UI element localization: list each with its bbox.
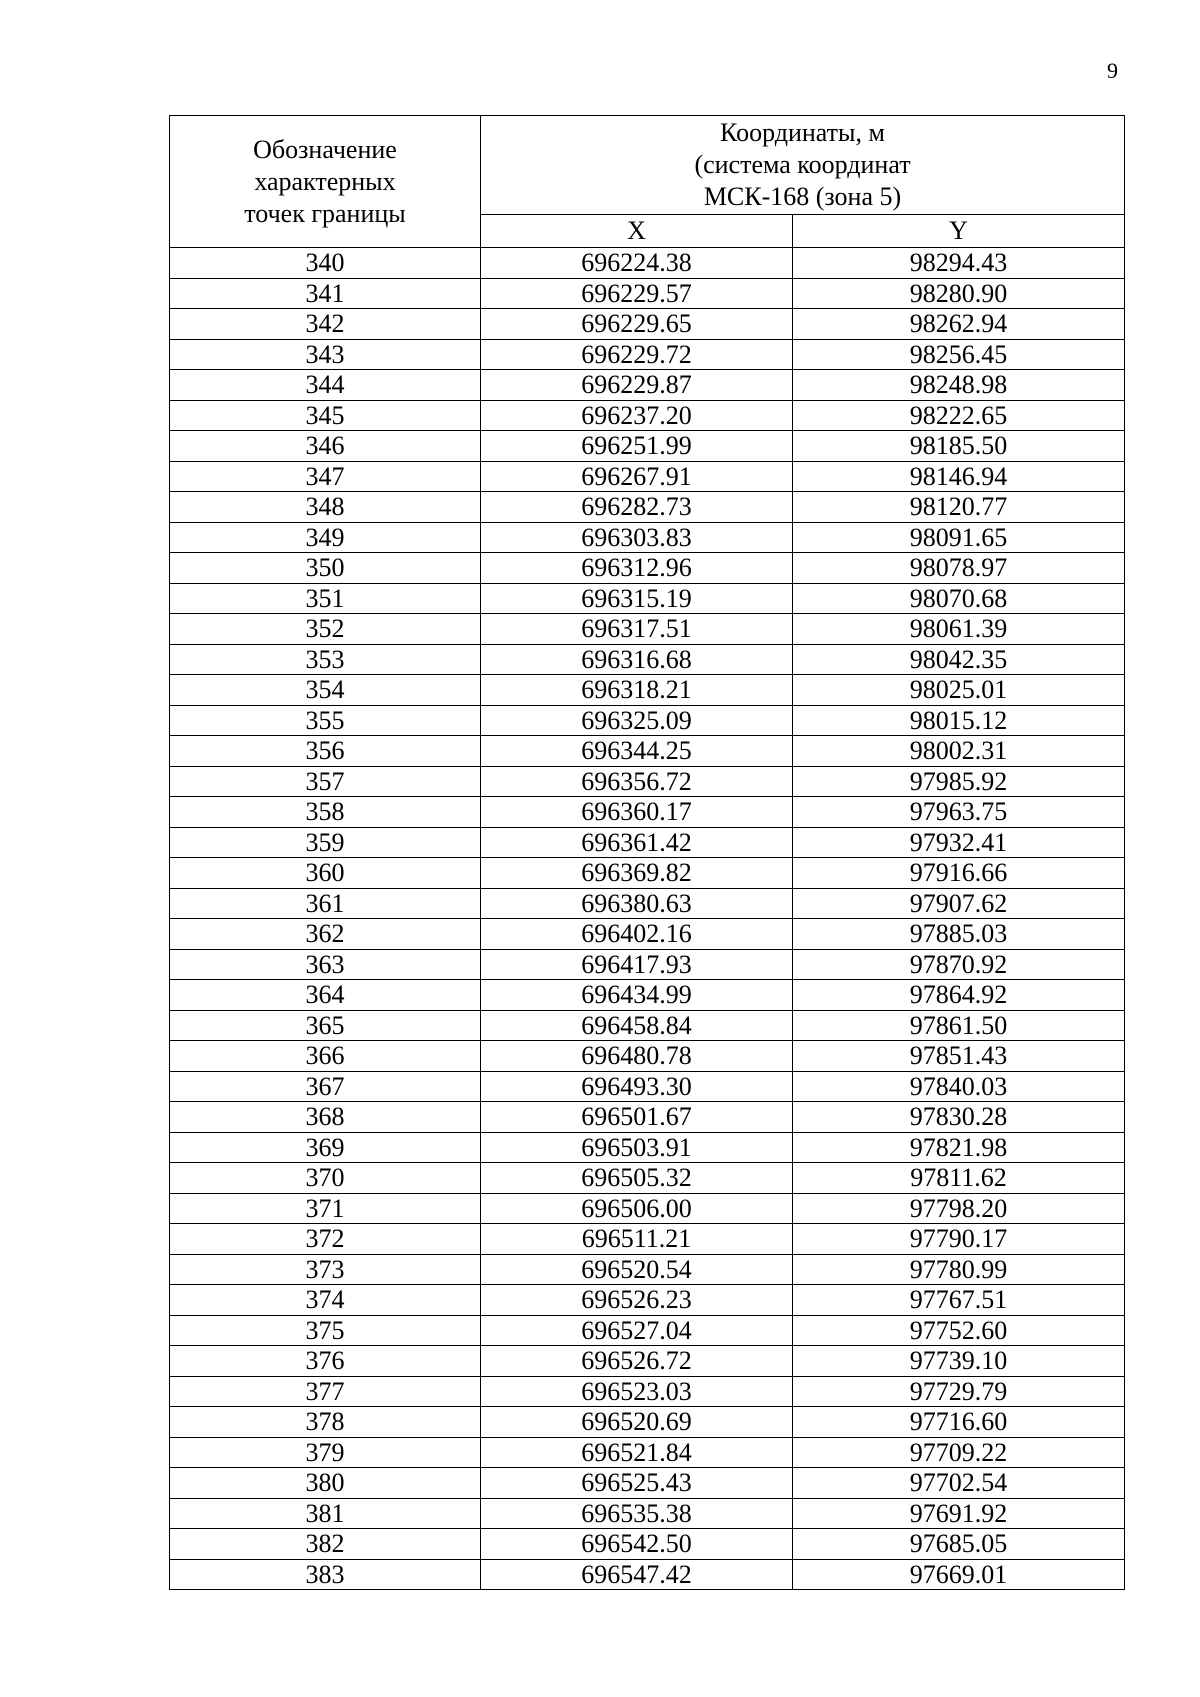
y-coordinate-cell: 97739.10 — [793, 1346, 1125, 1377]
point-number-cell: 367 — [170, 1071, 481, 1102]
x-coordinate-cell: 696356.72 — [481, 766, 793, 797]
table-row — [170, 1346, 1125, 1377]
point-number-cell: 370 — [170, 1163, 481, 1194]
table-row — [170, 1041, 1125, 1072]
x-coordinate-cell: 696434.99 — [481, 980, 793, 1011]
point-number-cell: 379 — [170, 1437, 481, 1468]
table-row — [170, 736, 1125, 767]
point-number-cell: 380 — [170, 1468, 481, 1499]
y-coordinate-cell: 97932.41 — [793, 827, 1125, 858]
y-coordinate-cell: 98015.12 — [793, 705, 1125, 736]
point-number-cell: 347 — [170, 461, 481, 492]
point-number-cell: 359 — [170, 827, 481, 858]
x-coordinate-cell: 696547.42 — [481, 1559, 793, 1590]
point-number-cell: 368 — [170, 1102, 481, 1133]
table-row — [170, 492, 1125, 523]
point-number-cell: 374 — [170, 1285, 481, 1316]
table-row — [170, 919, 1125, 950]
header-point-line: точек границы — [244, 198, 406, 228]
y-coordinate-cell: 97851.43 — [793, 1041, 1125, 1072]
x-coordinate-cell: 696318.21 — [481, 675, 793, 706]
x-coordinate-cell: 696480.78 — [481, 1041, 793, 1072]
point-number-cell: 375 — [170, 1315, 481, 1346]
point-number-cell: 382 — [170, 1529, 481, 1560]
point-number-cell: 343 — [170, 339, 481, 370]
y-coordinate-cell: 97821.98 — [793, 1132, 1125, 1163]
table-row — [170, 949, 1125, 980]
point-number-cell: 365 — [170, 1010, 481, 1041]
table-row — [170, 1529, 1125, 1560]
point-number-cell: 356 — [170, 736, 481, 767]
table-row — [170, 553, 1125, 584]
table-row — [170, 431, 1125, 462]
point-number-cell: 376 — [170, 1346, 481, 1377]
table-row — [170, 583, 1125, 614]
header-point-line: Обозначение — [253, 134, 397, 164]
x-coordinate-cell: 696525.43 — [481, 1468, 793, 1499]
table-row — [170, 614, 1125, 645]
y-coordinate-cell: 97691.92 — [793, 1498, 1125, 1529]
y-coordinate-cell: 97729.79 — [793, 1376, 1125, 1407]
x-coordinate-cell: 696535.38 — [481, 1498, 793, 1529]
x-coordinate-cell: 696417.93 — [481, 949, 793, 980]
x-coordinate-cell: 696369.82 — [481, 858, 793, 889]
y-coordinate-cell: 98025.01 — [793, 675, 1125, 706]
header-coords-line: Координаты, м — [720, 118, 885, 147]
x-coordinate-cell: 696521.84 — [481, 1437, 793, 1468]
y-coordinate-cell: 97864.92 — [793, 980, 1125, 1011]
y-coordinate-cell: 97963.75 — [793, 797, 1125, 828]
x-coordinate-cell: 696361.42 — [481, 827, 793, 858]
table-row — [170, 1102, 1125, 1133]
table-row — [170, 1468, 1125, 1499]
y-coordinate-cell: 97685.05 — [793, 1529, 1125, 1560]
point-number-cell: 372 — [170, 1224, 481, 1255]
table-row — [170, 1559, 1125, 1590]
point-number-cell: 378 — [170, 1407, 481, 1438]
table-row — [170, 370, 1125, 401]
point-number-cell: 371 — [170, 1193, 481, 1224]
table-row — [170, 675, 1125, 706]
y-coordinate-cell: 97985.92 — [793, 766, 1125, 797]
y-coordinate-cell: 98248.98 — [793, 370, 1125, 401]
point-number-cell: 362 — [170, 919, 481, 950]
x-coordinate-cell: 696229.87 — [481, 370, 793, 401]
x-coordinate-cell: 696520.54 — [481, 1254, 793, 1285]
point-number-cell: 354 — [170, 675, 481, 706]
y-coordinate-cell: 97916.66 — [793, 858, 1125, 889]
x-coordinate-cell: 696229.65 — [481, 309, 793, 340]
x-coordinate-cell: 696526.23 — [481, 1285, 793, 1316]
x-coordinate-cell: 696303.83 — [481, 522, 793, 553]
table-body — [170, 248, 1125, 1590]
point-number-cell: 377 — [170, 1376, 481, 1407]
y-coordinate-cell: 97798.20 — [793, 1193, 1125, 1224]
point-number-cell: 383 — [170, 1559, 481, 1590]
x-coordinate-cell: 696325.09 — [481, 705, 793, 736]
x-coordinate-cell: 696402.16 — [481, 919, 793, 950]
table-row — [170, 1315, 1125, 1346]
x-coordinate-cell: 696520.69 — [481, 1407, 793, 1438]
y-coordinate-cell: 98256.45 — [793, 339, 1125, 370]
point-number-cell: 351 — [170, 583, 481, 614]
y-coordinate-cell: 98120.77 — [793, 492, 1125, 523]
y-coordinate-cell: 97709.22 — [793, 1437, 1125, 1468]
y-coordinate-cell: 98262.94 — [793, 309, 1125, 340]
y-coordinate-cell: 98070.68 — [793, 583, 1125, 614]
x-coordinate-cell: 696505.32 — [481, 1163, 793, 1194]
point-number-cell: 364 — [170, 980, 481, 1011]
table-row — [170, 1163, 1125, 1194]
y-coordinate-cell: 97907.62 — [793, 888, 1125, 919]
x-coordinate-cell: 696237.20 — [481, 400, 793, 431]
x-coordinate-cell: 696316.68 — [481, 644, 793, 675]
point-number-cell: 361 — [170, 888, 481, 919]
header-x: X — [481, 215, 793, 248]
point-number-cell: 341 — [170, 278, 481, 309]
page-number: 9 — [1107, 58, 1118, 83]
point-number-cell: 355 — [170, 705, 481, 736]
point-number-cell: 366 — [170, 1041, 481, 1072]
y-coordinate-cell: 97811.62 — [793, 1163, 1125, 1194]
x-coordinate-cell: 696317.51 — [481, 614, 793, 645]
x-coordinate-cell: 696526.72 — [481, 1346, 793, 1377]
y-coordinate-cell: 98042.35 — [793, 644, 1125, 675]
y-coordinate-cell: 98222.65 — [793, 400, 1125, 431]
y-coordinate-cell: 98091.65 — [793, 522, 1125, 553]
table-row — [170, 1193, 1125, 1224]
point-number-cell: 357 — [170, 766, 481, 797]
table-row — [170, 1376, 1125, 1407]
y-coordinate-cell: 97840.03 — [793, 1071, 1125, 1102]
x-coordinate-cell: 696542.50 — [481, 1529, 793, 1560]
y-coordinate-cell: 98294.43 — [793, 248, 1125, 279]
x-coordinate-cell: 696224.38 — [481, 248, 793, 279]
header-point-designation — [170, 116, 481, 248]
table-row — [170, 1224, 1125, 1255]
y-coordinate-cell: 98061.39 — [793, 614, 1125, 645]
y-coordinate-cell: 98146.94 — [793, 461, 1125, 492]
x-coordinate-cell: 696503.91 — [481, 1132, 793, 1163]
y-coordinate-cell: 97780.99 — [793, 1254, 1125, 1285]
table-row — [170, 400, 1125, 431]
x-coordinate-cell: 696229.72 — [481, 339, 793, 370]
point-number-cell: 352 — [170, 614, 481, 645]
y-coordinate-cell: 97716.60 — [793, 1407, 1125, 1438]
table-row — [170, 522, 1125, 553]
x-coordinate-cell: 696493.30 — [481, 1071, 793, 1102]
point-number-cell: 349 — [170, 522, 481, 553]
coordinates-table — [169, 115, 1125, 1590]
header-point-line: характерных — [254, 166, 396, 196]
x-coordinate-cell: 696511.21 — [481, 1224, 793, 1255]
x-coordinate-cell: 696251.99 — [481, 431, 793, 462]
x-coordinate-cell: 696360.17 — [481, 797, 793, 828]
y-coordinate-cell: 97830.28 — [793, 1102, 1125, 1133]
table-row — [170, 827, 1125, 858]
table-row — [170, 461, 1125, 492]
y-coordinate-cell: 97861.50 — [793, 1010, 1125, 1041]
x-coordinate-cell: 696315.19 — [481, 583, 793, 614]
x-coordinate-cell: 696344.25 — [481, 736, 793, 767]
x-coordinate-cell: 696229.57 — [481, 278, 793, 309]
point-number-cell: 344 — [170, 370, 481, 401]
point-number-cell: 381 — [170, 1498, 481, 1529]
table-row — [170, 1071, 1125, 1102]
point-number-cell: 358 — [170, 797, 481, 828]
x-coordinate-cell: 696267.91 — [481, 461, 793, 492]
point-number-cell: 353 — [170, 644, 481, 675]
x-coordinate-cell: 696458.84 — [481, 1010, 793, 1041]
table-row — [170, 888, 1125, 919]
header-coords-line: (система координат — [694, 150, 911, 179]
header-coordinates — [481, 116, 1125, 215]
table-row — [170, 1132, 1125, 1163]
x-coordinate-cell: 696527.04 — [481, 1315, 793, 1346]
table-row — [170, 1285, 1125, 1316]
y-coordinate-cell: 97790.17 — [793, 1224, 1125, 1255]
y-coordinate-cell: 98280.90 — [793, 278, 1125, 309]
table-row — [170, 766, 1125, 797]
table-row — [170, 248, 1125, 279]
table-row — [170, 705, 1125, 736]
point-number-cell: 360 — [170, 858, 481, 889]
point-number-cell: 363 — [170, 949, 481, 980]
y-coordinate-cell: 97669.01 — [793, 1559, 1125, 1590]
point-number-cell: 348 — [170, 492, 481, 523]
point-number-cell: 369 — [170, 1132, 481, 1163]
y-coordinate-cell: 98185.50 — [793, 431, 1125, 462]
x-coordinate-cell: 696380.63 — [481, 888, 793, 919]
point-number-cell: 346 — [170, 431, 481, 462]
table-row — [170, 1407, 1125, 1438]
y-coordinate-cell: 97885.03 — [793, 919, 1125, 950]
table-row — [170, 797, 1125, 828]
x-coordinate-cell: 696506.00 — [481, 1193, 793, 1224]
y-coordinate-cell: 97870.92 — [793, 949, 1125, 980]
y-coordinate-cell: 97767.51 — [793, 1285, 1125, 1316]
table-row — [170, 1254, 1125, 1285]
x-coordinate-cell: 696312.96 — [481, 553, 793, 584]
table-row — [170, 309, 1125, 340]
header-coords-line: МСК-168 (зона 5) — [703, 182, 902, 211]
x-coordinate-cell: 696282.73 — [481, 492, 793, 523]
table-row — [170, 278, 1125, 309]
x-coordinate-cell: 696523.03 — [481, 1376, 793, 1407]
table-row — [170, 980, 1125, 1011]
y-coordinate-cell: 97752.60 — [793, 1315, 1125, 1346]
table-row — [170, 339, 1125, 370]
table-row — [170, 644, 1125, 675]
y-coordinate-cell: 98078.97 — [793, 553, 1125, 584]
y-coordinate-cell: 97702.54 — [793, 1468, 1125, 1499]
point-number-cell: 373 — [170, 1254, 481, 1285]
table-row — [170, 858, 1125, 889]
table-row — [170, 1010, 1125, 1041]
table-row — [170, 1437, 1125, 1468]
point-number-cell: 345 — [170, 400, 481, 431]
table-row — [170, 1498, 1125, 1529]
point-number-cell: 350 — [170, 553, 481, 584]
y-coordinate-cell: 98002.31 — [793, 736, 1125, 767]
x-coordinate-cell: 696501.67 — [481, 1102, 793, 1133]
point-number-cell: 342 — [170, 309, 481, 340]
point-number-cell: 340 — [170, 248, 481, 279]
header-y: Y — [793, 215, 1125, 248]
